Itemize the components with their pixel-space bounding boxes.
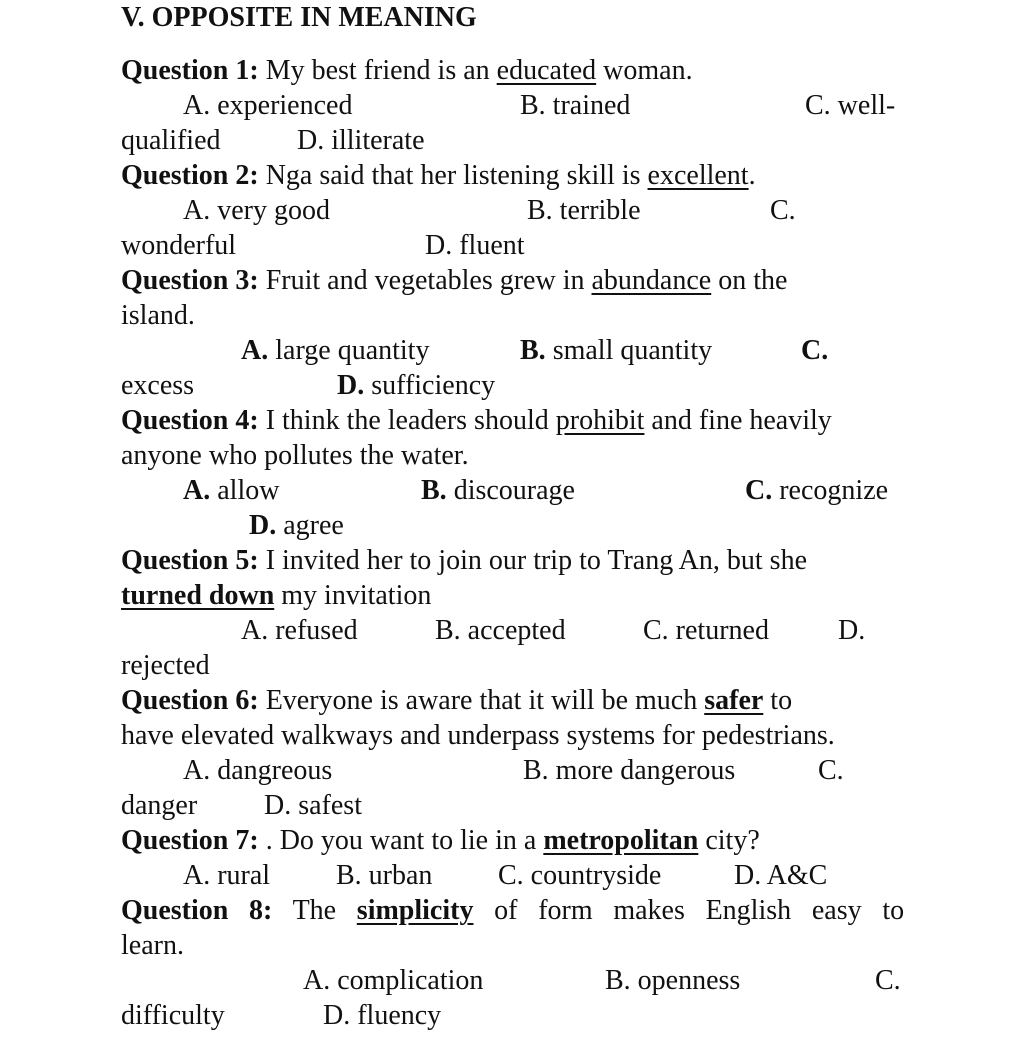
question-text: to	[882, 895, 905, 926]
question-6-stem	[121, 683, 904, 718]
section-title: V. OPPOSITE IN MEANING	[121, 2, 477, 33]
option-text: sufficiency	[371, 370, 496, 401]
question-text-continuation: anyone who pollutes the water.	[121, 440, 469, 471]
option: A. dangreous	[183, 755, 333, 786]
question-text: I think the leaders should	[265, 405, 549, 436]
question-text: .	[748, 160, 756, 191]
option-letter: A.	[183, 475, 211, 506]
option: B. terrible	[527, 195, 641, 226]
question-text-continuation	[121, 578, 431, 613]
option-letter: B.	[520, 335, 546, 366]
question-label: Question 8:	[121, 895, 273, 926]
option: A. rural	[183, 860, 271, 891]
option: B. more dangerous	[523, 755, 736, 786]
option-continuation: qualified	[121, 125, 221, 156]
question-2-stem	[121, 158, 904, 193]
question-text: I invited her to join our trip to Trang An, but she	[265, 545, 807, 576]
option: C.	[770, 195, 796, 226]
option: B. openness	[605, 965, 741, 996]
question-text: of	[494, 895, 518, 926]
question-label: Question 3:	[121, 265, 259, 296]
option: D.	[838, 615, 866, 646]
question-text: to	[770, 685, 793, 716]
option: A. very good	[183, 195, 330, 226]
option: D. safest	[264, 790, 362, 821]
option-continuation: wonderful	[121, 230, 237, 261]
option	[801, 333, 828, 368]
question-text: makes	[613, 895, 685, 926]
option: D. fluency	[323, 1000, 442, 1031]
option-continuation: danger	[121, 790, 198, 821]
key-word: prohibit	[555, 405, 645, 436]
option: C. well-	[805, 90, 896, 121]
option: A. experienced	[183, 90, 353, 121]
option	[241, 333, 429, 368]
question-4-stem	[121, 403, 904, 438]
question-label: Question 1:	[121, 55, 259, 86]
question-text: Nga said that her listening skill is	[265, 160, 641, 191]
question-5-stem	[121, 543, 904, 578]
option	[745, 473, 888, 508]
option-text: agree	[283, 510, 344, 541]
option: A. complication	[303, 965, 484, 996]
option-continuation: excess	[121, 370, 195, 401]
option-text: recognize	[779, 475, 889, 506]
question-label: Question 7:	[121, 825, 259, 856]
option: C.	[875, 965, 901, 996]
option	[421, 473, 575, 508]
question-text-continuation: learn.	[121, 930, 184, 961]
question-1-stem	[121, 53, 904, 88]
question-label: Question 5:	[121, 545, 259, 576]
option-letter: D.	[249, 510, 277, 541]
key-word: simplicity	[356, 895, 474, 926]
option: D. illiterate	[297, 125, 425, 156]
question-3-stem	[121, 263, 904, 298]
option-letter: C.	[745, 475, 773, 506]
option: B. trained	[520, 90, 631, 121]
question-text: . Do you want to lie in a	[265, 825, 537, 856]
question-text: My best friend is an	[265, 55, 490, 86]
option-letter: C.	[801, 335, 829, 366]
question-label: Question 4:	[121, 405, 259, 436]
option: D. fluent	[425, 230, 525, 261]
question-text: English	[705, 895, 792, 926]
option: C. returned	[643, 615, 769, 646]
option-text: small quantity	[552, 335, 713, 366]
key-word: turned down	[121, 580, 275, 611]
option	[337, 368, 495, 403]
question-text: woman.	[603, 55, 693, 86]
question-8-stem	[121, 893, 904, 928]
option: B. urban	[336, 860, 433, 891]
question-text: Fruit and vegetables grew in	[265, 265, 585, 296]
option: D. A&C	[734, 860, 828, 891]
key-word: metropolitan	[543, 825, 699, 856]
option-letter: A.	[241, 335, 269, 366]
option: B. accepted	[435, 615, 566, 646]
option-continuation: difficulty	[121, 1000, 225, 1031]
question-text: easy	[811, 895, 862, 926]
question-label: Question 6:	[121, 685, 259, 716]
option	[520, 333, 712, 368]
option	[183, 473, 279, 508]
question-text: on the	[718, 265, 788, 296]
option	[249, 508, 344, 543]
option: A. refused	[241, 615, 358, 646]
option: C. countryside	[498, 860, 662, 891]
option-text: discourage	[453, 475, 575, 506]
question-7-stem	[121, 823, 904, 858]
key-word: safer	[704, 685, 764, 716]
question-text: and fine heavily	[651, 405, 832, 436]
key-word: abundance	[591, 265, 712, 296]
key-word: excellent	[647, 160, 749, 191]
option-letter: D.	[337, 370, 365, 401]
question-text: city?	[705, 825, 760, 856]
question-text: form	[538, 895, 593, 926]
question-text-continuation: have elevated walkways and underpass systems for pedestrians.	[121, 720, 835, 751]
option-text: allow	[217, 475, 280, 506]
key-word: educated	[496, 55, 597, 86]
option-letter: B.	[421, 475, 447, 506]
question-text: The	[292, 895, 337, 926]
question-text: Everyone is aware that it will be much	[265, 685, 698, 716]
option: C.	[818, 755, 844, 786]
question-label: Question 2:	[121, 160, 259, 191]
option-continuation: rejected	[121, 650, 210, 681]
question-text: my invitation	[281, 580, 432, 611]
question-text-continuation: island.	[121, 300, 195, 331]
option-text: large quantity	[275, 335, 430, 366]
